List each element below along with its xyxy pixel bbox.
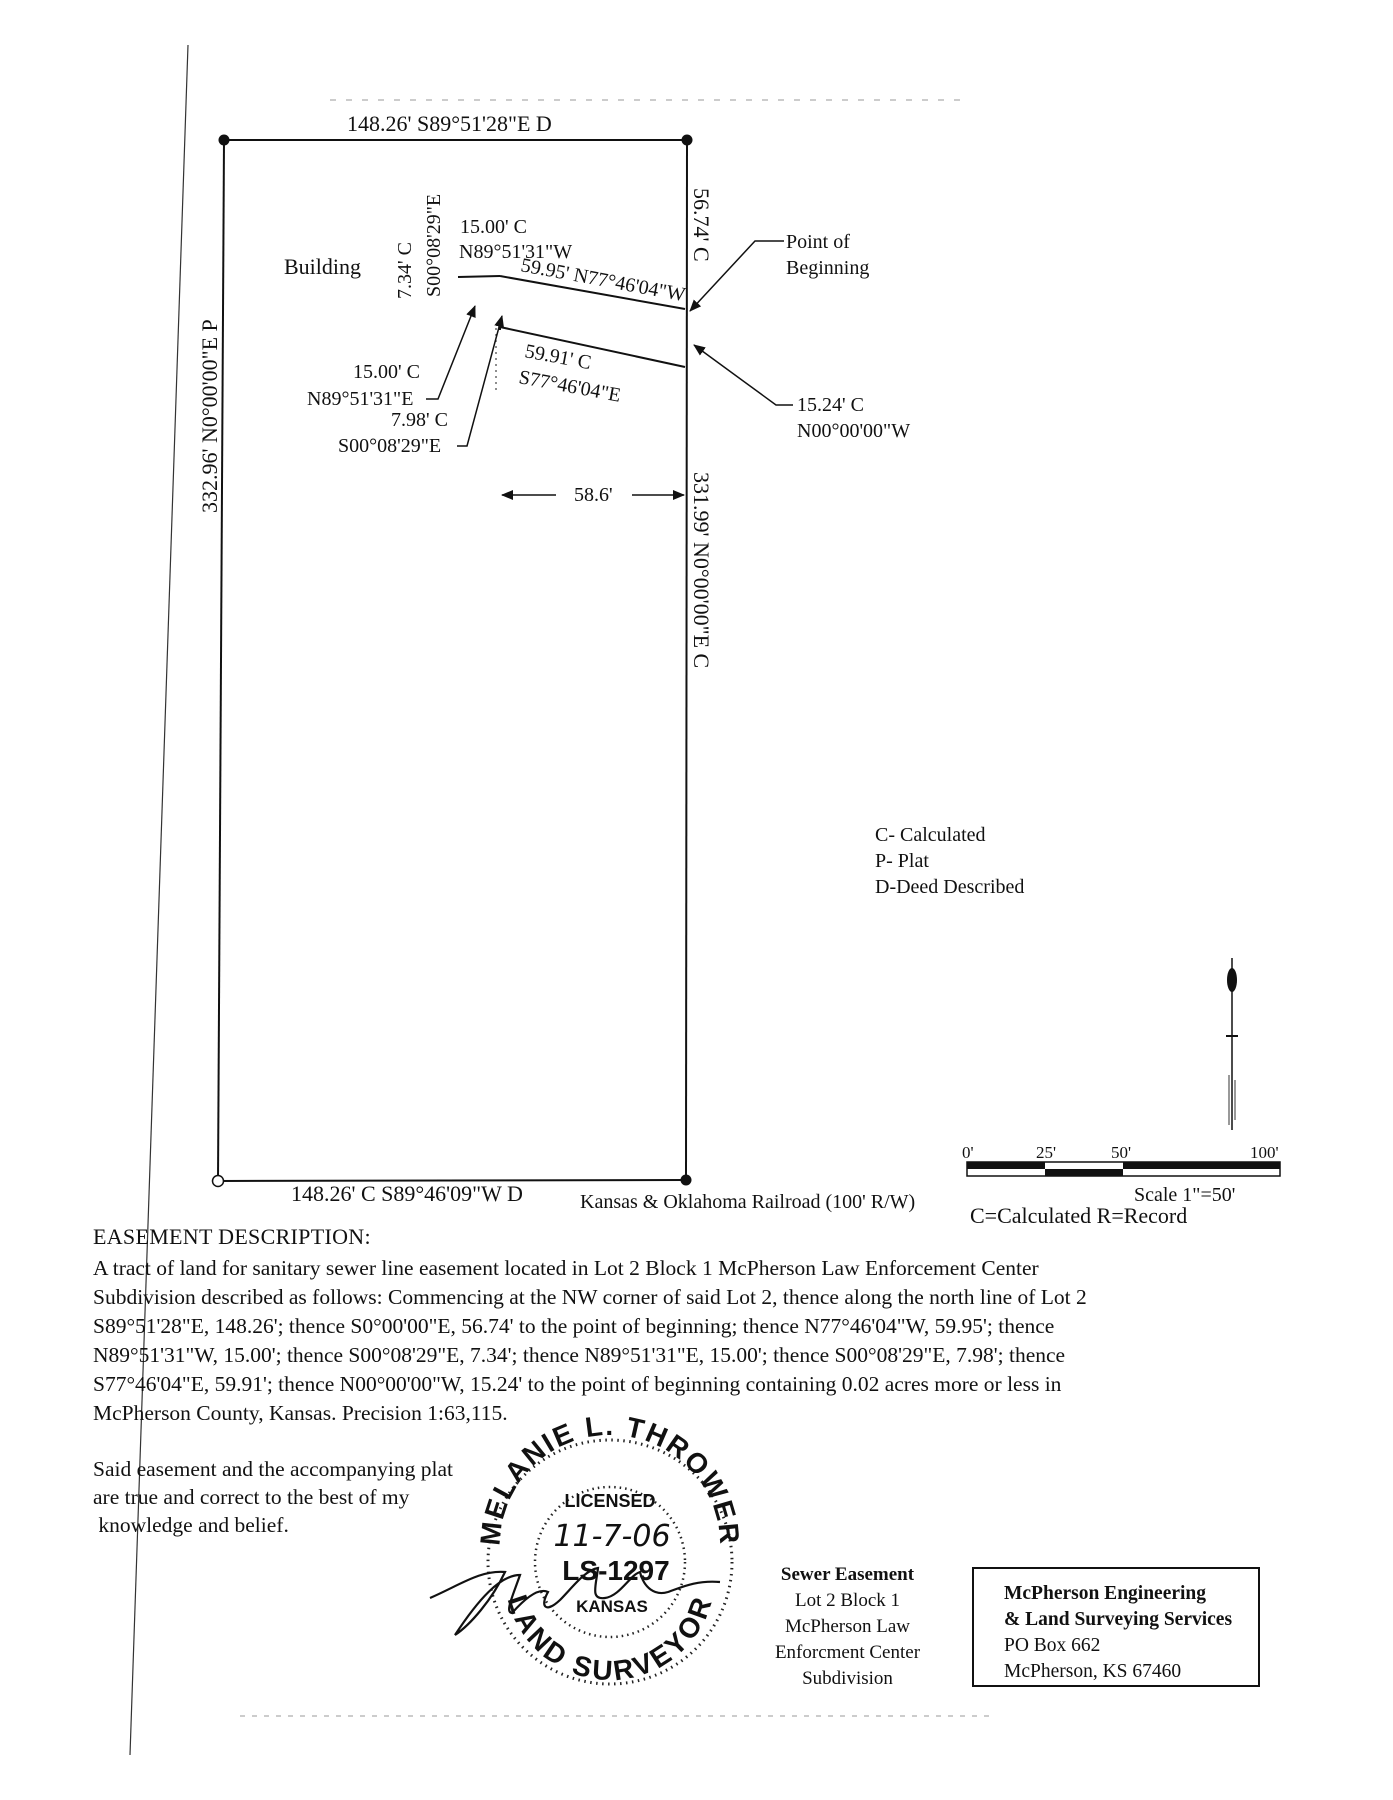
title-line-1: Sewer Easement	[780, 1564, 915, 1585]
pob-label-line1: Point of	[786, 231, 850, 253]
seal-name-arc: MELANIE L. THROWER	[474, 1409, 746, 1547]
seal-licensed: LICENSED	[564, 1491, 656, 1511]
east-upper-label: 56.74' C	[689, 188, 714, 262]
corner-nw-monument	[219, 135, 230, 146]
firm-name-1: McPherson Engineering	[1004, 1583, 1207, 1604]
seg-15-top-bearing: N89°51'31"W	[459, 241, 573, 263]
north-line-label: 148.26' S89°51'28"E D	[347, 111, 552, 136]
building-label: Building	[284, 254, 362, 279]
description-line: Subdivision described as follows: Commencing at the NW corner of said Lot 2, thence along the north line of Lot 2	[93, 1285, 1087, 1309]
south-line-label: 148.26' C S89°46'09"W D	[291, 1181, 523, 1206]
title-line-4: Enforcment Center	[774, 1642, 921, 1663]
corner-se-monument	[681, 1175, 692, 1186]
description-line: S77°46'04"E, 59.91'; thence N00°00'00"W, 15.24' to the point of beginning containing 0.02 acres more or less in	[93, 1372, 1062, 1396]
firm-address-1: PO Box 662	[1004, 1635, 1101, 1656]
seg-59-91-distance: 59.91' C	[523, 340, 593, 375]
seal-date: 11-7-06	[553, 1519, 671, 1554]
east-line	[686, 140, 687, 1180]
drawing-title-block	[745, 1562, 950, 1692]
west-line	[218, 140, 224, 1181]
seg-15-top-distance: 15.00' C	[460, 216, 527, 238]
east-lower-label: 331.99' N0°00'00"E C	[689, 472, 714, 669]
seg-7-98-distance: 7.98' C	[391, 409, 448, 431]
certification-statement	[93, 1455, 513, 1539]
description-title: EASEMENT DESCRIPTION:	[93, 1224, 371, 1249]
description-line: N89°51'31"W, 15.00'; thence S00°08'29"E, 7.34'; thence N89°51'31"E, 15.00'; thence S00°08'29"E, 7.98'; thence	[93, 1343, 1066, 1367]
calc-record-key: C=Calculated R=Record	[970, 1203, 1188, 1228]
title-line-3: McPherson Law	[784, 1616, 911, 1637]
corner-ne-monument	[682, 135, 693, 146]
scale-tick-100: 100'	[1250, 1143, 1279, 1162]
easement-description	[93, 1222, 1293, 1428]
scale-bar	[967, 1162, 1280, 1176]
seg-15-24-bearing: N00°00'00"W	[797, 420, 911, 442]
certification-line: knowledge and belief.	[93, 1513, 289, 1537]
title-line-2: Lot 2 Block 1	[794, 1590, 901, 1611]
title-line-5: Subdivision	[802, 1668, 893, 1689]
seal-bottom-arc: LAND SURVEYOR	[501, 1590, 719, 1687]
seg-15-bottom-bearing: N89°51'31"E	[307, 388, 414, 410]
seal-state: KANSAS	[576, 1597, 648, 1616]
certification-line: are true and correct to the best of my	[93, 1485, 410, 1509]
legend-calculated: C- Calculated	[875, 824, 986, 846]
seg-15-24-leader	[694, 345, 793, 405]
legend-deed: D-Deed Described	[875, 876, 1025, 898]
description-line: McPherson County, Kansas. Precision 1:63,115.	[93, 1401, 508, 1425]
legend-plat: P- Plat	[875, 850, 929, 872]
offset-label: 58.6'	[574, 484, 613, 506]
seg-15-bottom-leader	[426, 306, 475, 399]
scale-tick-50: 50'	[1111, 1143, 1132, 1162]
firm-info-box	[972, 1567, 1260, 1687]
firm-name-2: & Land Surveying Services	[1004, 1609, 1233, 1630]
seg-7-98-bearing: S00°08'29"E	[338, 435, 442, 457]
railroad-label: Kansas & Oklahoma Railroad (100' R/W)	[580, 1191, 916, 1213]
pob-label-line2: Beginning	[786, 257, 870, 279]
seg-7-34-bearing: S00°08'29"E	[423, 193, 445, 297]
description-line: A tract of land for sanitary sewer line easement located in Lot 2 Block 1 McPherson Law Enforcement Center	[93, 1256, 1039, 1280]
easement-short-west-segment	[458, 276, 500, 277]
scale-text: Scale 1"=50'	[1134, 1184, 1236, 1206]
seal-number: LS-1297	[562, 1555, 670, 1586]
seg-7-34-label: 7.34' C	[394, 242, 416, 299]
north-arrow-icon	[1226, 958, 1238, 1130]
firm-address-2: McPherson, KS 67460	[1004, 1661, 1182, 1682]
west-line-label: 332.96' N0°00'00"E P	[197, 319, 222, 513]
surveyor-seal	[474, 1410, 745, 1687]
corner-sw-monument	[213, 1176, 224, 1187]
seg-59-91-bearing: S77°46'04"E	[517, 366, 623, 407]
seg-59-95-label: 59.95' N77°46'04"W	[519, 254, 688, 307]
certification-line: Said easement and the accompanying plat	[93, 1457, 453, 1481]
description-line: S89°51'28"E, 148.26'; thence S0°00'00"E, 56.74' to the point of beginning; thence N77°46'04"W, 59.95'; thence	[93, 1314, 1055, 1338]
scale-tick-0: 0'	[962, 1143, 974, 1162]
seg-15-bottom-distance: 15.00' C	[353, 361, 420, 383]
scale-tick-25: 25'	[1036, 1143, 1057, 1162]
seg-15-24-distance: 15.24' C	[797, 394, 864, 416]
